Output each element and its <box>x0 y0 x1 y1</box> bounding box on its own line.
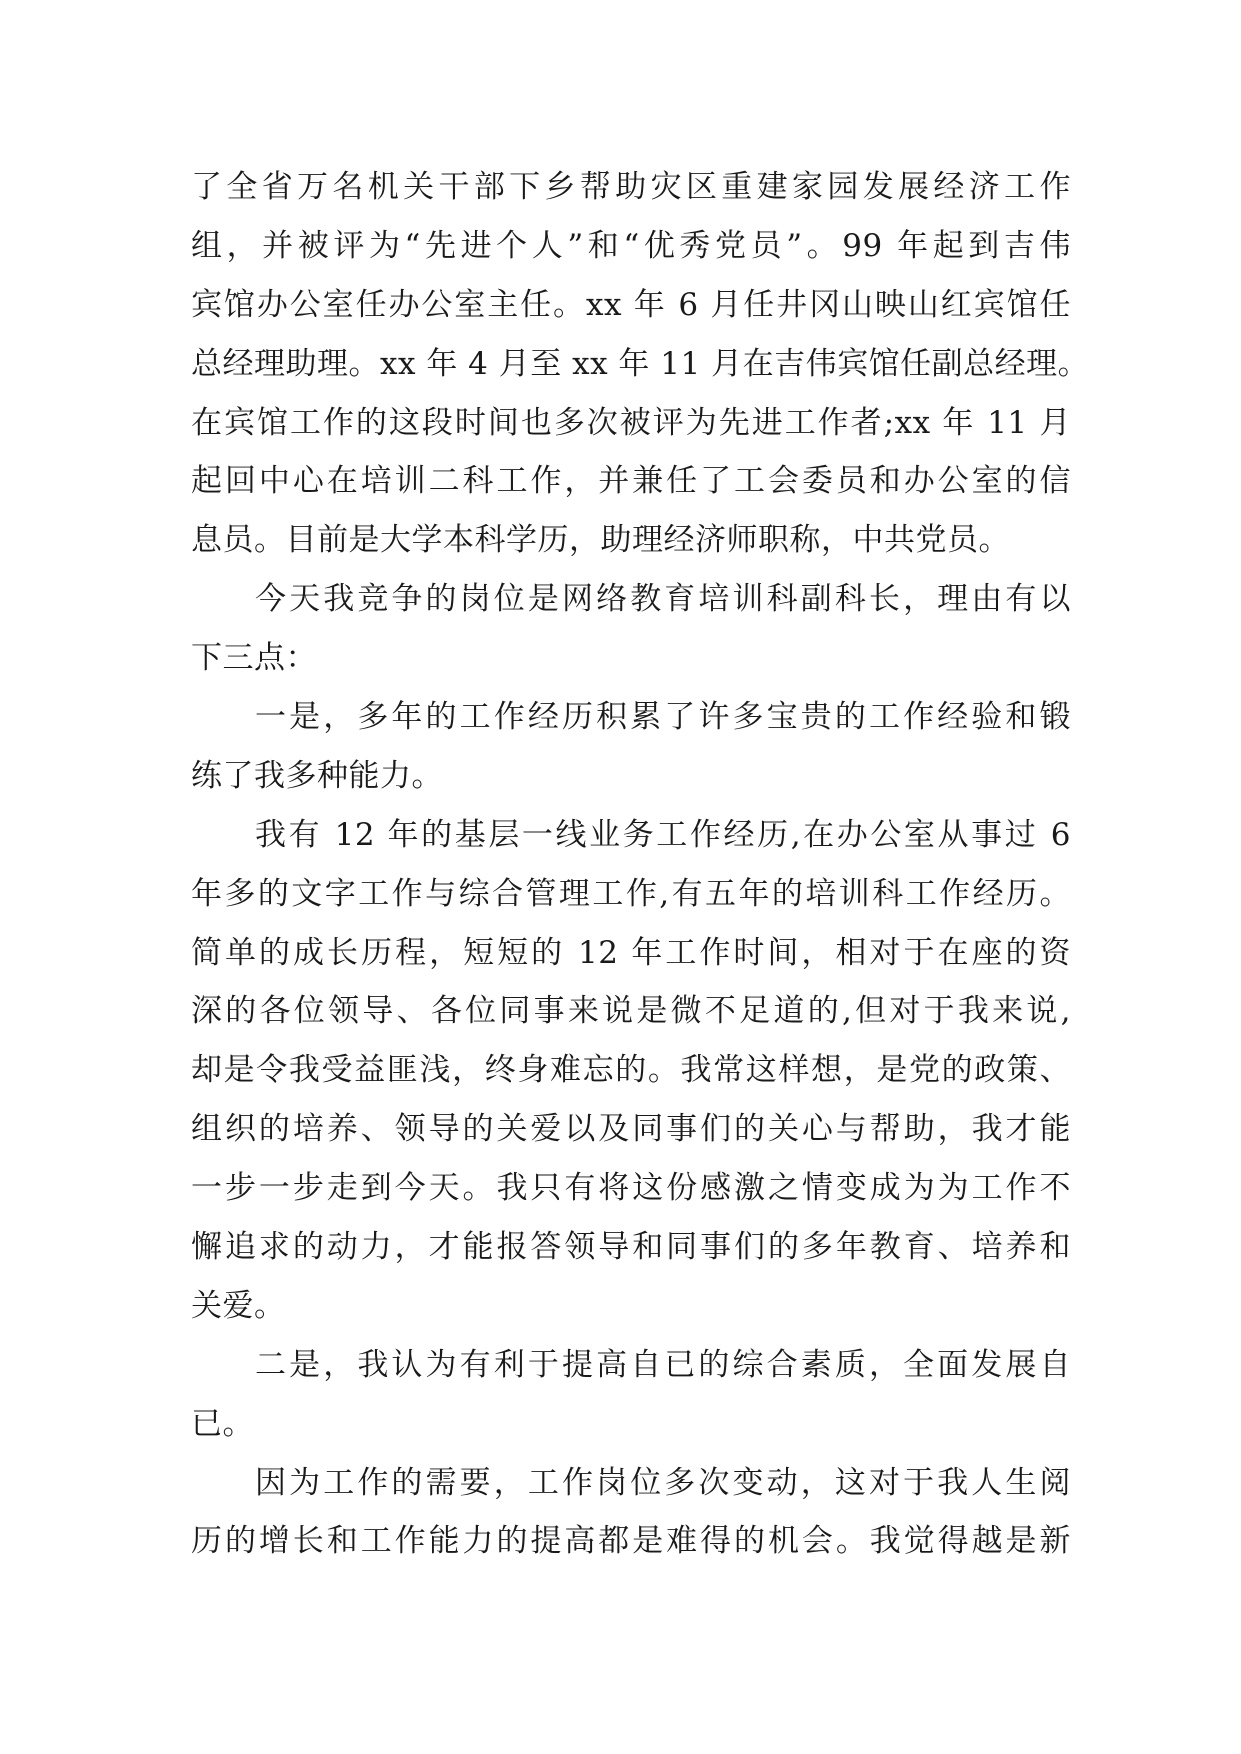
text-line: 关爱。 <box>191 1287 286 1324</box>
text-line: 起回中心在培训二科工作，并兼任了工会委员和办公室的信 <box>191 463 1071 500</box>
text-line: 息员。目前是大学本科学历，助理经济师职称，中共党员。 <box>191 522 1010 559</box>
text-line: 深的各位领导、各位同事来说是微不足道的,但对于我来说, <box>191 993 1071 1030</box>
text-line: 组织的培养、领导的关爱以及同事们的关心与帮助，我才能 <box>191 1111 1071 1148</box>
text-line: 下三点： <box>191 640 317 677</box>
text-line: 简单的成长历程，短短的 12 年工作时间，相对于在座的资 <box>191 934 1071 971</box>
text-line: 已。 <box>191 1405 254 1442</box>
text-line: 今天我竞争的岗位是网络教育培训科副科长，理由有以 <box>255 581 1071 618</box>
text-line: 总经理助理。xx 年 4 月至 xx 年 11 月在吉伟宾馆任副总经理。 <box>191 345 1090 382</box>
text-line: 宾馆办公室任办公室主任。xx 年 6 月任井冈山映山红宾馆任 <box>191 286 1071 323</box>
text-line: 年多的文字工作与综合管理工作,有五年的培训科工作经历。 <box>191 875 1071 912</box>
text-line: 我有 12 年的基层一线业务工作经历,在办公室从事过 6 <box>255 816 1071 853</box>
text-line: 在宾馆工作的这段时间也多次被评为先进工作者;xx 年 11 月 <box>191 404 1071 441</box>
text-line: 二是，我认为有利于提高自已的综合素质，全面发展自 <box>255 1346 1071 1383</box>
text-line: 一是，多年的工作经历积累了许多宝贵的工作经验和锻 <box>255 699 1071 736</box>
text-line: 却是令我受益匪浅，终身难忘的。我常这样想，是党的政策、 <box>191 1052 1071 1089</box>
text-line: 了全省万名机关干部下乡帮助灾区重建家园发展经济工作 <box>191 169 1071 205</box>
text-line: 一步一步走到今天。我只有将这份感激之情变成为为工作不 <box>191 1170 1071 1207</box>
text-line: 懈追求的动力，才能报答领导和同事们的多年教育、培养和 <box>191 1229 1071 1266</box>
text-line: 因为工作的需要，工作岗位多次变动，这对于我人生阅 <box>255 1464 1071 1501</box>
text-line: 历的增长和工作能力的提高都是难得的机会。我觉得越是新 <box>191 1523 1071 1560</box>
text-line: 练了我多种能力。 <box>191 757 443 794</box>
document-body <box>191 158 1090 1571</box>
text-line: 组，并被评为“先进个人”和“优秀党员”。99 年起到吉伟 <box>191 227 1071 264</box>
